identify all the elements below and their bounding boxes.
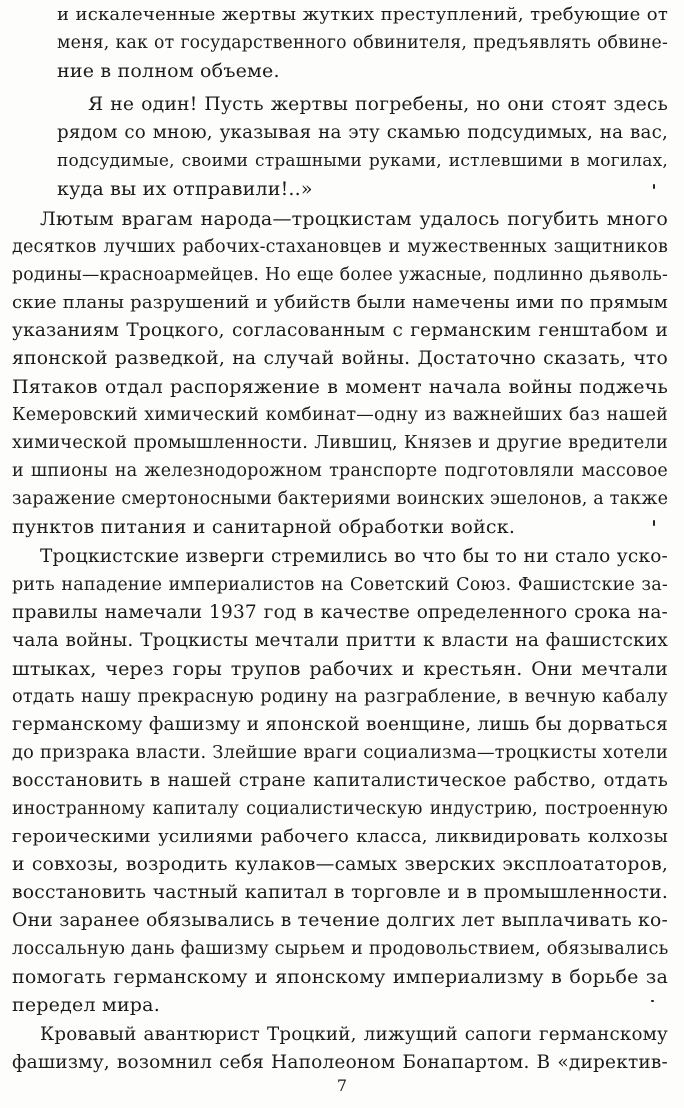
text-line: меня, как от государственного обвинителя, предъявлять обвине- bbox=[57, 33, 668, 53]
text-line: фашизму, возомнил себя Наполеоном Бонапартом. В «директив- bbox=[12, 1052, 668, 1073]
text-line: японской разведкой, на случай войны. Достаточно сказать, что bbox=[12, 348, 668, 369]
text-line: пунктов питания и санитарной обработки войск. bbox=[12, 516, 516, 538]
text-line: передел мира. bbox=[12, 994, 160, 1016]
text-line: штыках, через горы трупов рабочих и крестьян. Они мечтали bbox=[12, 658, 668, 680]
text-line: восстановить частный капитал в торговле и в промышленности. bbox=[12, 882, 668, 903]
text-line: правилы намечали 1937 год в качестве определенного срока на- bbox=[12, 602, 668, 623]
text-line: и совхозы, возродить кулаков—самых зверских эксплоататоров, bbox=[12, 854, 668, 875]
text-line: Троцкистские изверги стремились во что бы то ни стало уско- bbox=[40, 546, 668, 567]
text-line: и искалеченные жертвы жутких преступлений, требующие от bbox=[57, 4, 668, 25]
text-line: куда вы их отправили!..» bbox=[57, 178, 313, 200]
text-line: подсудимые, своими страшными руками, истлевшими в могилах, bbox=[57, 151, 668, 171]
text-line: иностранному капиталу социалистическую индустрию, построенную bbox=[12, 799, 668, 819]
text-line: Я не один! Пусть жертвы погребены, но они стоят здесь bbox=[88, 94, 668, 115]
text-line: десятков лучших рабочих-стахановцев и мужественных защитников bbox=[12, 237, 668, 257]
print-speck bbox=[653, 184, 655, 189]
text-line: помогать германскому и японскому империализму в борьбе за bbox=[12, 966, 668, 988]
text-line: героическими усилиями рабочего класса, ликвидировать колхозы bbox=[12, 826, 668, 847]
text-line: Пятаков отдал распоряжение в момент начала войны поджечь bbox=[12, 376, 668, 398]
text-line: ние в полном объеме. bbox=[57, 60, 280, 82]
text-line: Они заранее обязывались в течение долгих лет выплачивать ко- bbox=[12, 910, 668, 931]
text-line: лоссальную дань фашизму сырьем и продовольствием, обязывались bbox=[12, 939, 669, 959]
text-line: указаниям Троцкого, согласованным с германским генштабом и bbox=[12, 320, 668, 341]
print-speck bbox=[653, 520, 655, 526]
text-line: заражение смертоносными бактериями воинских эшелонов, а также bbox=[12, 489, 669, 509]
text-line: германскому фашизму и японской военщине, лишь бы дорваться bbox=[12, 714, 668, 735]
text-line: Кемеровский химический комбинат—одну из важнейших баз нашей bbox=[12, 405, 668, 425]
text-line: химической промышленности. Лившиц, Князев и другие вредители bbox=[12, 433, 668, 453]
text-line: отдать нашу прекрасную родину на разграбление, в вечную кабалу bbox=[12, 687, 668, 707]
text-line: родины—красноармейцев. Но еще более ужасные, подлинно дьяволь- bbox=[12, 265, 668, 285]
text-line: Кровавый авантюрист Троцкий, лижущий сапоги германскому bbox=[40, 1024, 668, 1045]
text-line: Лютым врагам народа—троцкистам удалось погубить много bbox=[40, 208, 668, 230]
page-number: 7 bbox=[336, 1076, 348, 1095]
text-line: чала войны. Троцкисты мечтали притти к власти на фашистских bbox=[12, 630, 668, 651]
text-line: до призрака власти. Злейшие враги социализма—троцкисты хотели bbox=[12, 743, 668, 763]
text-line: восстановить в нашей стране капиталистическое рабство, отдать bbox=[12, 770, 668, 791]
text-line: и шпионы на железнодорожном транспорте подготовляли массовое bbox=[12, 461, 668, 481]
text-line: рядом со мною, указывая на эту скамью подсудимых, на вас, bbox=[57, 122, 668, 143]
text-line: ские планы разрушений и убийств были намечены ими по прямым bbox=[12, 292, 668, 313]
print-speck bbox=[651, 1000, 654, 1002]
text-line: рить нападение империалистов на Советский Союз. Фашистские за- bbox=[12, 575, 668, 595]
